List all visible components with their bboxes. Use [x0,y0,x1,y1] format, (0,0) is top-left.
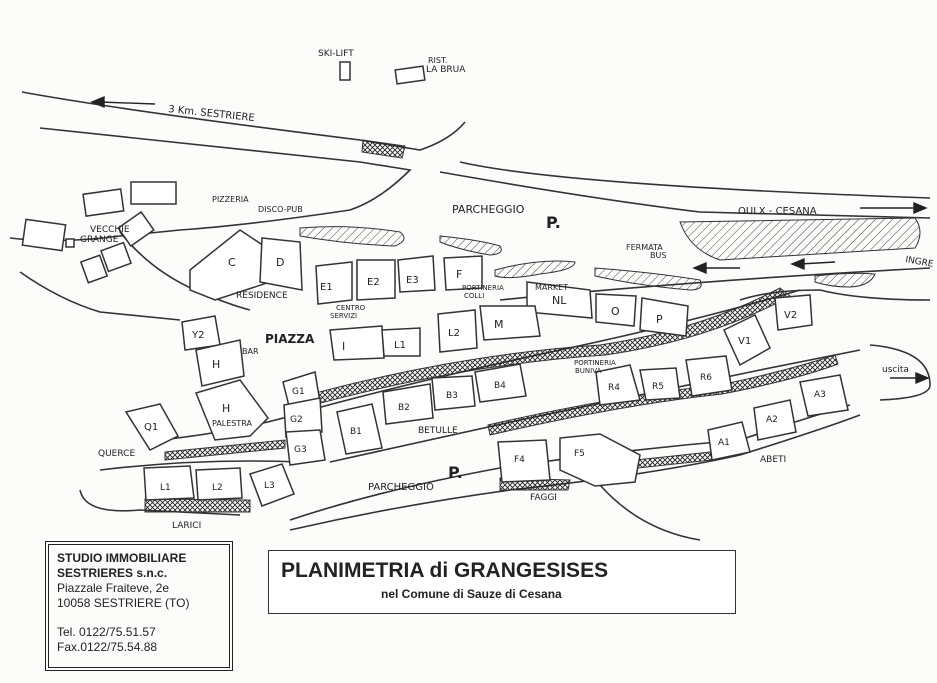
building-label: V1 [738,336,752,347]
building-label: R6 [700,373,712,383]
agency-tel: Tel. 0122/75.51.57 [57,625,156,639]
sestriere-label: 3 Km. SESTRIERE [167,104,256,125]
agency-info-box [45,541,233,671]
portineria-colli-label-1: PORTINERIA [462,284,504,292]
building-label: G1 [292,387,305,397]
building-label: V2 [784,310,798,321]
portineria-buniva-label-2: BUNIVA [575,367,602,375]
building-label: F5 [574,449,585,459]
building-label: A3 [814,390,826,400]
building-label: M [494,318,504,331]
agency-name-1: STUDIO IMMOBILIARE [57,551,187,565]
building-label: B2 [398,403,410,413]
building-label: G2 [290,415,303,425]
agency-name-2: SESTRIERES s.n.c. [57,566,168,580]
querce-label: QUERCE [98,449,136,459]
building-label: I [342,340,346,353]
centro-label-1: CENTRO [336,304,366,312]
building-label: L1 [394,340,406,351]
pizzeria-label: PIZZERIA [212,195,249,204]
map-subtitle: nel Comune di Sauze di Cesana [381,587,562,601]
faggi-label: FAGGI [530,493,557,503]
building-label: Q1 [144,422,159,433]
palestra-label: PALESTRA [212,419,252,428]
building-label: H [212,358,221,371]
building-label: NL [552,294,567,307]
building-label: O [611,305,620,318]
building-label: A2 [766,415,778,425]
piazza-label: PIAZZA [265,332,315,346]
portineria-buniva-label-1: PORTINERIA [574,359,616,367]
larici-label: LARICI [172,521,202,531]
building-label: R4 [608,383,620,393]
building-label: F4 [514,455,525,465]
building-label: B4 [494,381,506,391]
building-label: B3 [446,391,458,401]
ski-lift-label: SKI-LIFT [318,49,354,59]
p-low-label: P. [448,463,463,482]
building-label: D [276,256,285,269]
agency-address-2: 10058 SESTRIERE (TO) [57,596,190,610]
p-top-label: P. [546,213,561,232]
rist-label: RIST. [428,56,448,65]
building-label: L2 [212,483,223,493]
disco-pub-label: DISCO-PUB [258,205,303,214]
building-label: L3 [264,481,275,491]
uscita-label: uscita [882,365,909,375]
building-label: R5 [652,382,664,392]
map-title: PLANIMETRIA di GRANGESISES [281,559,609,582]
betulle-label: BETULLE [418,426,458,436]
parcheggio-low-label: PARCHEGGIO [368,482,434,493]
bus-label: BUS [650,251,667,260]
building-label: A1 [718,438,730,448]
centro-label-2: SERVIZI [330,312,358,320]
building-label: C [228,256,236,269]
vecchie-label: VECCHIE [90,225,130,235]
building-label: H [222,402,231,415]
building-label: Y2 [192,330,205,341]
portineria-colli-label-2: COLLI [464,292,485,300]
fermata-label: FERMATA [626,243,663,252]
abeti-label: ABETI [760,455,787,465]
building-label: L1 [160,483,171,493]
la-brua-label: LA BRUA [426,65,466,75]
bar-label: BAR [242,347,259,356]
market-label: MARKET [535,283,569,292]
building-label: L2 [448,328,460,339]
parcheggio-top-label: PARCHEGGIO [452,203,525,216]
building-label: B1 [350,427,362,437]
ingresso-label: INGRE [904,255,935,270]
title-box [268,550,736,614]
building-label: E3 [406,275,419,286]
building-label: E2 [367,277,380,288]
grange-label: GRANGE [80,235,119,245]
building-label: P [656,313,663,326]
oulx-cesana-label: OULX - CESANA [738,206,817,217]
agency-address-1: Piazzale Fraiteve, 2e [57,581,170,595]
building-label: G3 [294,445,307,455]
building-label: F [456,268,463,281]
residence-label: RESIDENCE [236,291,288,301]
building-label: E1 [320,282,333,293]
agency-fax: Fax.0122/75.54.88 [57,640,158,654]
